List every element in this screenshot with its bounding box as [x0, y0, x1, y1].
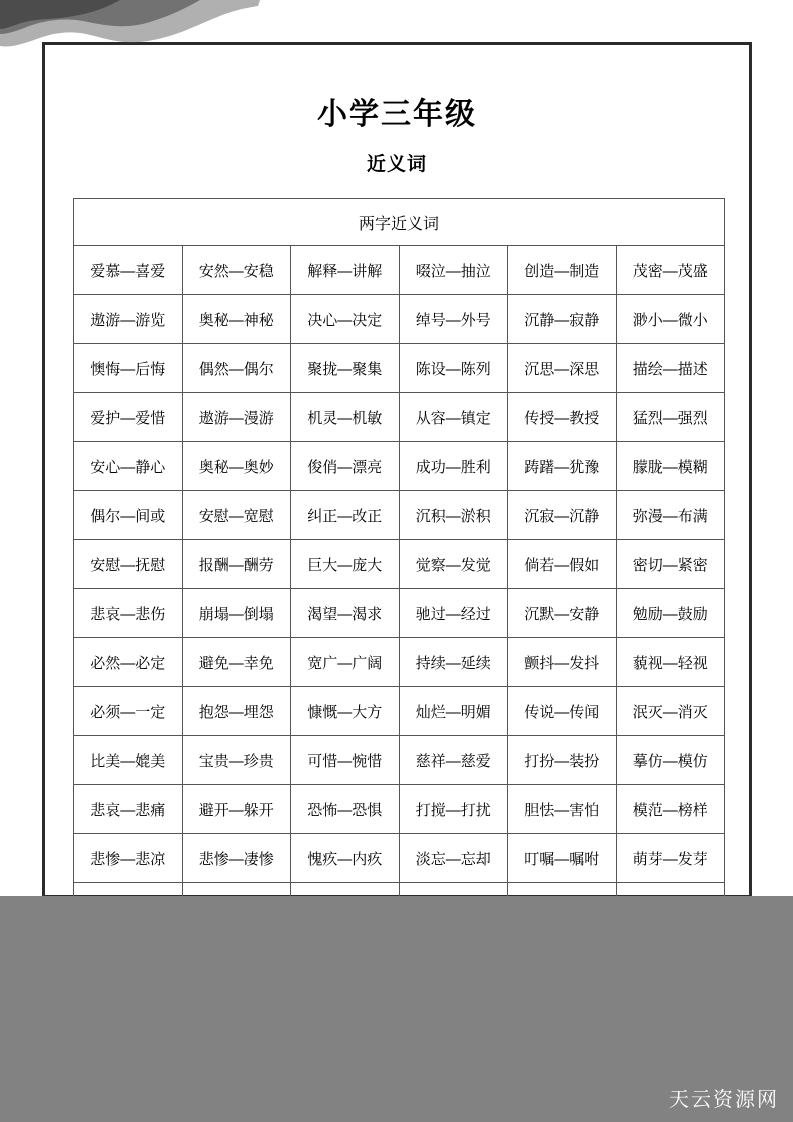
table-cell: 爱慕—喜爱 [74, 246, 183, 295]
table-cell: 恐怖—恐惧 [291, 785, 400, 834]
table-cell: 沉默—安静 [508, 589, 617, 638]
table-cell: 猛烈—强烈 [616, 393, 725, 442]
table-cell: 崩塌—倒塌 [182, 589, 291, 638]
table-cell: 沉静—寂静 [508, 295, 617, 344]
table-cell: 摹仿—模仿 [616, 736, 725, 785]
table-cell: 宽广—广阔 [291, 638, 400, 687]
table-cell: 慈祥—慈爱 [399, 736, 508, 785]
table-cell: 藐视—轻视 [616, 638, 725, 687]
table-cell: 密切—紧密 [616, 540, 725, 589]
table-cell: 抱怨—埋怨 [182, 687, 291, 736]
table-cell: 报酬—酬劳 [182, 540, 291, 589]
table-row [74, 687, 725, 736]
table-row [74, 344, 725, 393]
table-cell: 宝贵—珍贵 [182, 736, 291, 785]
table-cell: 俊俏—漂亮 [291, 442, 400, 491]
table-cell: 解释—讲解 [291, 246, 400, 295]
table-cell: 啜泣—抽泣 [399, 246, 508, 295]
table-cell: 安然—安稳 [182, 246, 291, 295]
table-cell: 决心—决定 [291, 295, 400, 344]
table-cell: 沉寂—沉静 [508, 491, 617, 540]
table-cell: 避免—幸免 [182, 638, 291, 687]
table-cell: 懊悔—后悔 [74, 344, 183, 393]
table-cell: 纠正—改正 [291, 491, 400, 540]
table-cell: 踌躇—犹豫 [508, 442, 617, 491]
table-row [74, 834, 725, 883]
table-cell: 泯灭—消灭 [616, 687, 725, 736]
table-row [74, 491, 725, 540]
table-cell: 陈设—陈列 [399, 344, 508, 393]
table-cell: 奥秘—奥妙 [182, 442, 291, 491]
table-cell: 萌芽—发芽 [616, 834, 725, 883]
table-cell: 必然—必定 [74, 638, 183, 687]
table-cell: 爱护—爱惜 [74, 393, 183, 442]
table-cell: 打扮—装扮 [508, 736, 617, 785]
table-cell: 渺小—微小 [616, 295, 725, 344]
table-cell: 传说—传闻 [508, 687, 617, 736]
table-cell: 驰过—经过 [399, 589, 508, 638]
page-subtitle: 近义词 [366, 154, 427, 175]
document-page [42, 42, 752, 898]
table-cell: 奥秘—神秘 [182, 295, 291, 344]
table-cell: 聚拢—聚集 [291, 344, 400, 393]
table-cell: 沉积—淤积 [399, 491, 508, 540]
table-cell: 偶然—偶尔 [182, 344, 291, 393]
table-cell: 避开—躲开 [182, 785, 291, 834]
table-cell: 遨游—游览 [74, 295, 183, 344]
table-row [74, 589, 725, 638]
table-cell: 颤抖—发抖 [508, 638, 617, 687]
table-cell: 灿烂—明媚 [399, 687, 508, 736]
table-cell: 悲哀—悲痛 [74, 785, 183, 834]
table-cell: 渴望—渴求 [291, 589, 400, 638]
table-cell: 倘若—假如 [508, 540, 617, 589]
table-cell: 胆怯—害怕 [508, 785, 617, 834]
table-cell: 茂密—茂盛 [616, 246, 725, 295]
table-cell: 朦胧—模糊 [616, 442, 725, 491]
table-heading: 两字近义词 [74, 199, 725, 246]
table-cell: 叮嘱—嘱咐 [508, 834, 617, 883]
table-cell: 持续—延续 [399, 638, 508, 687]
table-row [74, 785, 725, 834]
table-row [74, 442, 725, 491]
table-cell: 勉励—鼓励 [616, 589, 725, 638]
table-row [74, 393, 725, 442]
table-cell: 打搅—打扰 [399, 785, 508, 834]
table-cell: 悲惨—悲凉 [74, 834, 183, 883]
table-row [74, 540, 725, 589]
table-cell: 淡忘—忘却 [399, 834, 508, 883]
table-cell: 悲哀—悲伤 [74, 589, 183, 638]
table-cell: 愧疚—内疚 [291, 834, 400, 883]
table-cell: 沉思—深思 [508, 344, 617, 393]
table-cell: 机灵—机敏 [291, 393, 400, 442]
page-title: 小学三年级 [317, 98, 477, 131]
table-cell: 悲惨—凄惨 [182, 834, 291, 883]
page-content [45, 45, 749, 932]
watermark: 天云资源网 [669, 1089, 779, 1111]
table-cell: 传授—教授 [508, 393, 617, 442]
table-cell: 遨游—漫游 [182, 393, 291, 442]
table-cell: 偶尔—间或 [74, 491, 183, 540]
table-cell: 创造—制造 [508, 246, 617, 295]
table-cell: 绰号—外号 [399, 295, 508, 344]
table-cell: 安心—静心 [74, 442, 183, 491]
table-cell: 安慰—宽慰 [182, 491, 291, 540]
table-cell: 巨大—庞大 [291, 540, 400, 589]
table-cell: 成功—胜利 [399, 442, 508, 491]
table-cell: 比美—媲美 [74, 736, 183, 785]
table-row [74, 638, 725, 687]
table-row [74, 736, 725, 785]
table-cell: 弥漫—布满 [616, 491, 725, 540]
table-cell: 模范—榜样 [616, 785, 725, 834]
table-header-row [74, 199, 725, 246]
table-cell: 安慰—抚慰 [74, 540, 183, 589]
table-cell: 慷慨—大方 [291, 687, 400, 736]
table-cell: 可惜—惋惜 [291, 736, 400, 785]
table-row [74, 246, 725, 295]
synonyms-table [73, 198, 725, 932]
table-row [74, 295, 725, 344]
table-cell: 必须—一定 [74, 687, 183, 736]
table-cell: 从容—镇定 [399, 393, 508, 442]
table-cell: 描绘—描述 [616, 344, 725, 393]
table-cell: 觉察—发觉 [399, 540, 508, 589]
